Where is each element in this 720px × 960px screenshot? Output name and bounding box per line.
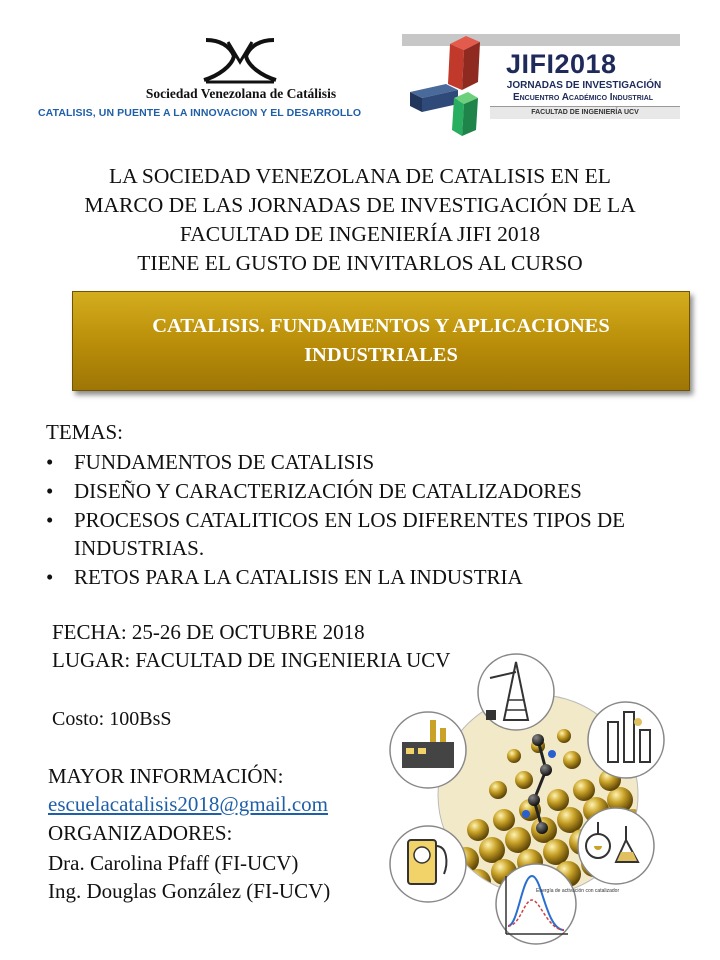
course-title-line: CATALISIS. FUNDAMENTOS Y APLICACIONES xyxy=(152,315,610,337)
intro-line: FACULTAD DE INGENIERÍA JIFI 2018 xyxy=(179,222,541,246)
list-item xyxy=(46,506,716,562)
jifi-subtitle: JORNADAS DE INVESTIGACIÓN xyxy=(506,80,662,91)
course-title xyxy=(152,312,610,370)
organizer-name: Ing. Douglas González (FI-UCV) xyxy=(48,879,331,903)
course-title-line: INDUSTRIALES xyxy=(304,344,458,366)
society-tagline: CATALISIS, UN PUENTE A LA INNOVACION Y EL DESARROLLO xyxy=(38,107,362,119)
jifi-logo-icon xyxy=(406,36,486,146)
event-cost: Costo: 100BsS xyxy=(52,708,172,730)
intro-heading xyxy=(30,162,690,278)
society-logo-icon xyxy=(200,36,280,84)
jifi-banner xyxy=(402,34,680,118)
flask-icon xyxy=(578,808,654,884)
catalysis-illustration xyxy=(388,650,688,950)
topics-list xyxy=(46,448,716,592)
event-location: LUGAR: FACULTAD DE INGENIERIA UCV xyxy=(52,648,451,672)
more-info-label: MAYOR INFORMACIÓN: xyxy=(48,764,284,788)
refinery-icon xyxy=(588,702,664,778)
bullet: • xyxy=(46,479,54,503)
bullet: • xyxy=(46,450,54,474)
organizer-name: Dra. Carolina Pfaff (FI-UCV) xyxy=(48,851,299,875)
curve-label: Energía de activación con catalizador xyxy=(536,888,620,894)
topic-text: PROCESOS CATALITICOS EN LOS DIFERENTES TIPOS DE INDUSTRIAS. xyxy=(74,508,625,560)
contact-email-link[interactable]: escuelacatalisis2018@gmail.com xyxy=(48,792,329,816)
fuel-pump-icon xyxy=(390,826,466,902)
oil-derrick-icon xyxy=(478,654,554,730)
event-date: FECHA: 25-26 DE OCTUBRE 2018 xyxy=(52,620,365,644)
bullet: • xyxy=(46,565,54,589)
jifi-subtitle-2: Encuentro Académico Industrial xyxy=(512,92,654,103)
topic-text: FUNDAMENTOS DE CATALISIS xyxy=(74,450,375,474)
bullet: • xyxy=(46,508,54,532)
factory-icon xyxy=(390,712,466,788)
course-title-box xyxy=(72,291,690,391)
intro-line: MARCO DE LAS JORNADAS DE INVESTIGACIÓN DE LA xyxy=(84,193,636,217)
jifi-faculty: FACULTAD DE INGENIERÍA UCV xyxy=(490,106,680,119)
topics-label: TEMAS: xyxy=(46,420,124,444)
intro-line: LA SOCIEDAD VENEZOLANA DE CATALISIS EN EL xyxy=(109,164,611,188)
topic-text: RETOS PARA LA CATALISIS EN LA INDUSTRIA xyxy=(74,565,523,589)
topic-text: DISEÑO Y CARACTERIZACIÓN DE CATALIZADORES xyxy=(74,479,582,503)
society-name: Sociedad Venezolana de Catálisis xyxy=(145,86,337,101)
intro-line: TIENE EL GUSTO DE INVITARLOS AL CURSO xyxy=(137,251,583,275)
jifi-title: JIFI2018 xyxy=(506,49,617,79)
list-item xyxy=(46,448,716,476)
list-item xyxy=(46,477,716,505)
list-item xyxy=(46,563,716,591)
organizers-label: ORGANIZADORES: xyxy=(48,821,233,845)
